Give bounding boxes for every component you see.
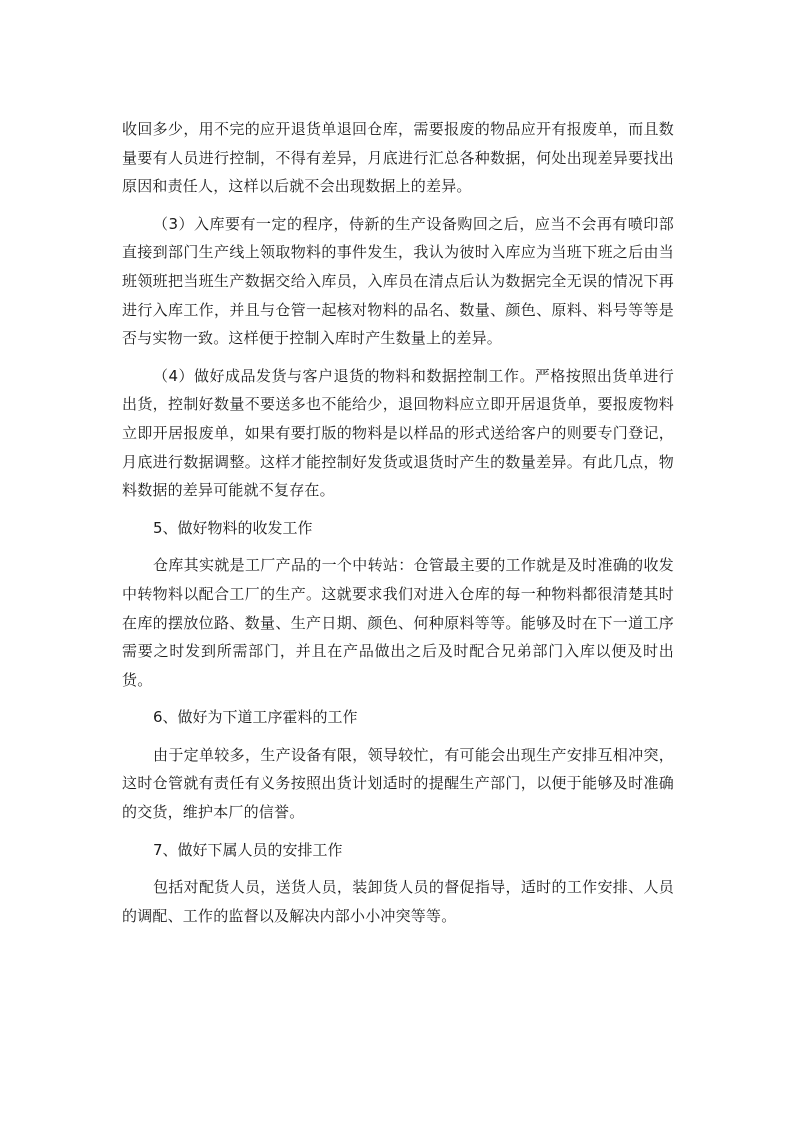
paragraph-staff-supervision: 包括对配货人员，送货人员，装卸货人员的督促指导，适时的工作安排、人员的调配、工作的监督以及解决内部小小冲突等等。 bbox=[122, 878, 674, 925]
document-page bbox=[122, 115, 674, 930]
paragraph-warehouse-transit-station: 仓库其实就是工厂产品的一个中转站：仓管最主要的工作就是及时准确的收发中转物料以配合工厂的生产。这就要求我们对进入仓库的每一种物料都很清楚其时在库的摆放位路、数量、生产日期、颜色、何种原料等等。能够及时在下一道工序需要之时发到所需部门，并且在产品做出之后及时配合兄弟部门入库以便及时出货。 bbox=[122, 556, 674, 689]
section-heading-next-process-prep: 6、做好为下道工序霍料的工作 bbox=[153, 708, 358, 727]
section-heading-staff-arrangement: 7、做好下属人员的安排工作 bbox=[153, 840, 343, 859]
paragraph-production-reminder: 由于定单较多，生产设备有限，领导较忙，有可能会出现生产安排互相冲突，这时仓管就有责任有义务按照出货计划适时的提醒生产部门，以便于能够及时准确的交货，维护本厂的信誉。 bbox=[122, 745, 674, 822]
paragraph-warehousing-procedure: （3）入库要有一定的程序，侍新的生产设备购回之后，应当不会再有喷印部直接到部门生产线上领取物料的事件发生，我认为彼时入库应为当班下班之后由当班领班把当班生产数据交给入库员，入库员在清点后认为数据完全无误的情况下再进行入库工作，并且与仓管一起核对物料的品名、数量、颜色、原料、料号等等是否与实物一致。这样便于控制入库时产生数量上的差异。 bbox=[122, 214, 674, 348]
section-heading-receiving-issuing: 5、做好物料的收发工作 bbox=[153, 518, 313, 537]
paragraph-material-return-control: 收回多少，用不完的应开退货单退回仓库，需要报废的物品应开有报废单，而且数量要有人员进行控制，不得有差异，月底进行汇总各种数据，何处出现差异要找出原因和责任人，这样以后就不会出现数据上的差异。 bbox=[122, 120, 674, 196]
paragraph-shipping-return-control: （4）做好成品发货与客户退货的物料和数据控制工作。严格按照出货单进行出货，控制好数量不要送多也不能给少，退回物料应立即开居退货单，要报废物料立即开居报废单，如果有要打版的物料是以样品的形式送给客户的则要专门登记，月底进行数据调整。这样才能控制好发货或退货时产生的数量差异。有此几点，物料数据的差异可能就不复存在。 bbox=[122, 366, 674, 500]
